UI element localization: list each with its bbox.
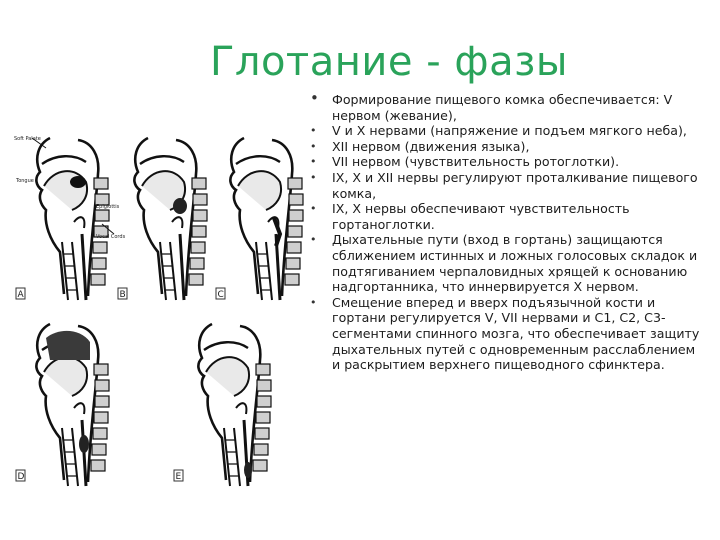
annotation-vocal-cords: Vocal Cords <box>96 234 126 240</box>
panel-label-b: B <box>119 290 126 300</box>
annotation-soft-palate: Soft Palate <box>14 136 41 142</box>
bullet-item: • VII нервом (чувствительность ротоглотки). <box>308 154 703 170</box>
bullet-item: • XII нервом (движения языка), <box>308 139 703 155</box>
bullet-item: • IX, X и XII нервы регулируют проталкивание пищевого комка, <box>308 170 703 201</box>
panel-label-a: A <box>17 290 24 300</box>
bullet-item: • Дыхательные пути (вход в гортань) защищаются сближением истинных и ложных голосовых складок и подтягиванием черпаловидных хрящей к основанию надгортанника, что иннервируется X нервом. <box>308 232 703 294</box>
panel-label-c: C <box>217 290 224 300</box>
swallowing-diagram <box>14 120 310 510</box>
bullet-item: • V и X нервами (напряжение и подъем мягкого неба), <box>308 123 703 139</box>
panel-label-d: D <box>17 472 25 482</box>
bullet-item: • IX, X нервы обеспечивают чувствительность гортаноглотки. <box>308 201 703 232</box>
annotation-tongue: Tongue <box>16 178 34 184</box>
bullet-item: • Формирование пищевого комка обеспечивается: V нервом (жевание), <box>308 92 703 123</box>
swallowing-phases-figure <box>14 120 310 510</box>
bullet-item: • Смещение вперед и вверх подъязычной кости и гортани регулируется V, VII нервами и C1, C2, C3-сегментами спинного мозга, что обеспечивает защиту дыхательных путей с одновременным расслаблением и раскрытием верхнего пищеводного сфинктера. <box>308 295 703 373</box>
bullet-list <box>308 92 703 373</box>
panel-label-e: E <box>175 472 182 482</box>
annotation-epiglottis: Epiglottis <box>96 204 120 210</box>
slide-title: Глотание - фазы <box>210 39 568 85</box>
